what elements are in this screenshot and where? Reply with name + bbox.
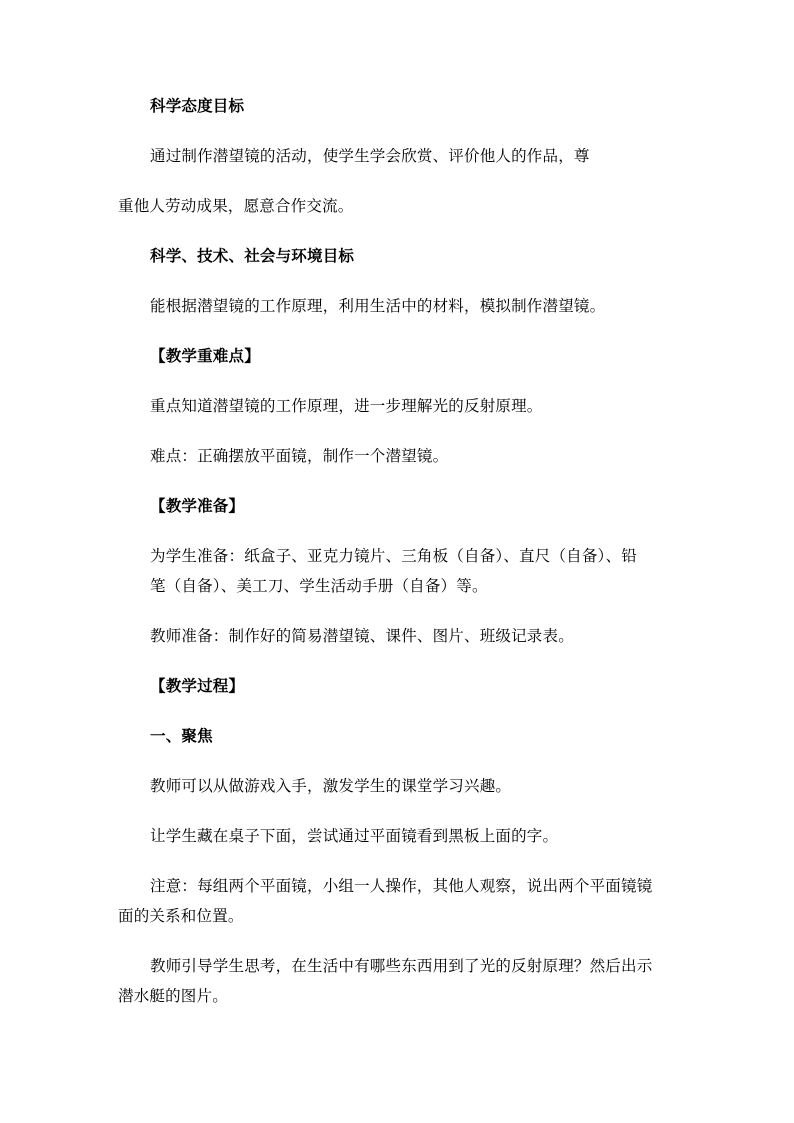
paragraph-line: 潜水艇的图片。 [118,987,228,1005]
paragraph-line: 面的关系和位置。 [118,907,244,925]
paragraph-line: 重点知道潜望镜的工作原理，进一步理解光的反射原理。 [150,397,543,415]
heading-focus: 一、聚焦 [150,727,213,745]
paragraph-line: 通过制作潜望镜的活动，使学生学会欣赏、评价他人的作品，尊 [150,147,590,165]
paragraph-line: 注意：每组两个平面镜，小组一人操作，其他人观察，说出两个平面镜镜 [150,877,653,895]
paragraph-line: 教师引导学生思考，在生活中有哪些东西用到了光的反射原理？然后出示 [150,957,653,975]
heading-key-difficulties: 【教学重难点】 [150,347,260,365]
paragraph-line: 笔（自备）、美工刀、学生活动手册（自备）等。 [150,577,488,595]
paragraph-line: 重他人劳动成果，愿意合作交流。 [118,197,354,215]
heading-preparation: 【教学准备】 [150,497,245,515]
heading-teaching-process: 【教学过程】 [150,677,245,695]
paragraph-line: 为学生准备：纸盒子、亚克力镜片、三角板（自备）、直尺（自备）、铅 [150,547,637,565]
paragraph-line: 教师准备：制作好的简易潜望镜、课件、图片、班级记录表。 [150,627,574,645]
paragraph-line: 能根据潜望镜的工作原理，利用生活中的材料，模拟制作潜望镜。 [150,297,606,315]
paragraph-line: 让学生藏在桌子下面，尝试通过平面镜看到黑板上面的字。 [150,827,559,845]
heading-science-attitude: 科学态度目标 [150,97,245,115]
heading-stse-goal: 科学、技术、社会与环境目标 [150,247,355,265]
paragraph-line: 难点：正确摆放平面镜，制作一个潜望镜。 [150,447,449,465]
paragraph-line: 教师可以从做游戏入手，激发学生的课堂学习兴趣。 [150,777,512,795]
